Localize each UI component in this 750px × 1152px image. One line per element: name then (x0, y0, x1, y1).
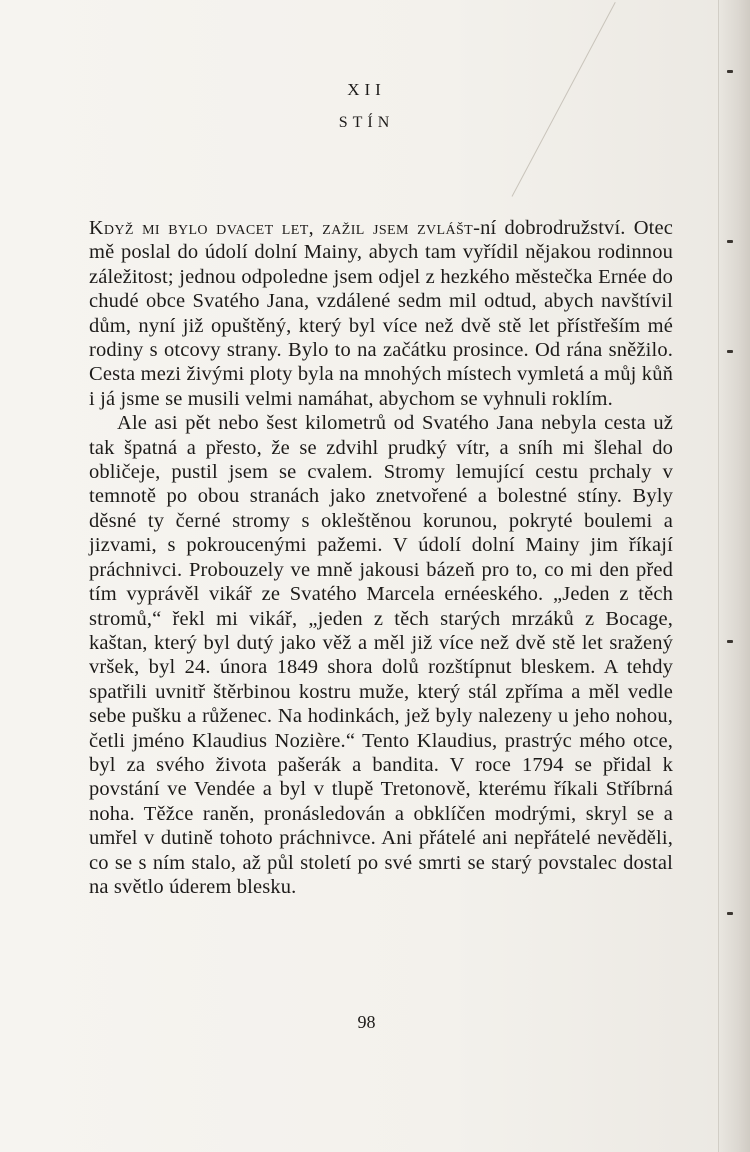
binding-thread-mark (727, 912, 733, 915)
binding-thread-mark (727, 70, 733, 73)
paragraph-text: -ní dobrodružství. Otec mě poslal do údolí dolní Mainy, abych tam vyřídil nějakou rodinnou záležitost; jednou odpoledne jsem odjel z hezkého městečka Ernée do chudé obce Svatého Jana, vzdálené sedm mil odtud, abych navštívil dům, nyní již opuštěný, který byl více než dvě stě let přístřeším mé rodiny s otcovy strany. Bylo to na začátku prosince. Od rána sněžilo. Cesta mezi živými ploty byla na mnohých místech vymletá a můj kůň i já jsme se musili velmi namáhat, abychom se vyhnuli roklím. (89, 217, 674, 410)
paragraph: Ale asi pět nebo šest kilometrů od Svatého Jana nebyla cesta už tak špatná a přesto, že se zdvihl prudký vítr, a sníh mi šlehal do obličeje, pustil jsem se cvalem. Stromy lemující cestu prchaly v temnotě po obou stranách jako znetvořené a bolestné stíny. Byly děsné ty černé stromy s okleštěnou korunou, pokryté boulemi a jizvami, s pokroucenými pažemi. V údolí dolní Mainy jim říkají práchnivci. Probouzely ve mně jakousi bázeň pro to, co mi den před tím vyprávěl vikář ze Svatého Marcela ernéeského. „Jeden z těch stromů,“ řekl mi vikář, „jeden z těch starých mrzáků z Bocage, kaštan, který byl dutý jako věž a měl již více než dvě stě let sražený vršek, byl 24. února 1849 shora dolů rozštípnut bleskem. A tehdy spatřili uvnitř štěrbinou kostru muže, který stál zpříma a měl vedle sebe pušku a růženec. Na hodinkách, jež byly nalezeny u jeho nohou, četli jméno Klaudius Nozière.“ Tento Klaudius, prastrýc mého otce, byl za svého života pašerák a bandita. V roce 1794 se přidal k povstání ve Vendée a byl v tlupě Tretonově, kterému říkali Stříbrná noha. Těžce raněn, pronásledován a obklíčen modrými, skryl se a umřel v dutině tohoto práchnivce. Ani přátelé ani nepřátelé nevěděli, co se s ním stalo, až půl století po své smrti se starý povstalec dostal na světlo úderem blesku. (89, 412, 673, 898)
paragraph (89, 216, 673, 411)
opening-small-caps: Když mi bylo dvacet let, zažil jsem zvlášt (89, 217, 474, 239)
chapter-title: STÍN (338, 114, 395, 131)
binding-thread-mark (727, 240, 733, 243)
page-binding-edge (718, 0, 750, 1152)
chapter-body-text (89, 216, 673, 899)
binding-thread-mark (727, 640, 733, 643)
page-number: 98 (357, 1012, 376, 1032)
chapter-number: XII (347, 80, 386, 99)
binding-thread-mark (727, 350, 733, 353)
